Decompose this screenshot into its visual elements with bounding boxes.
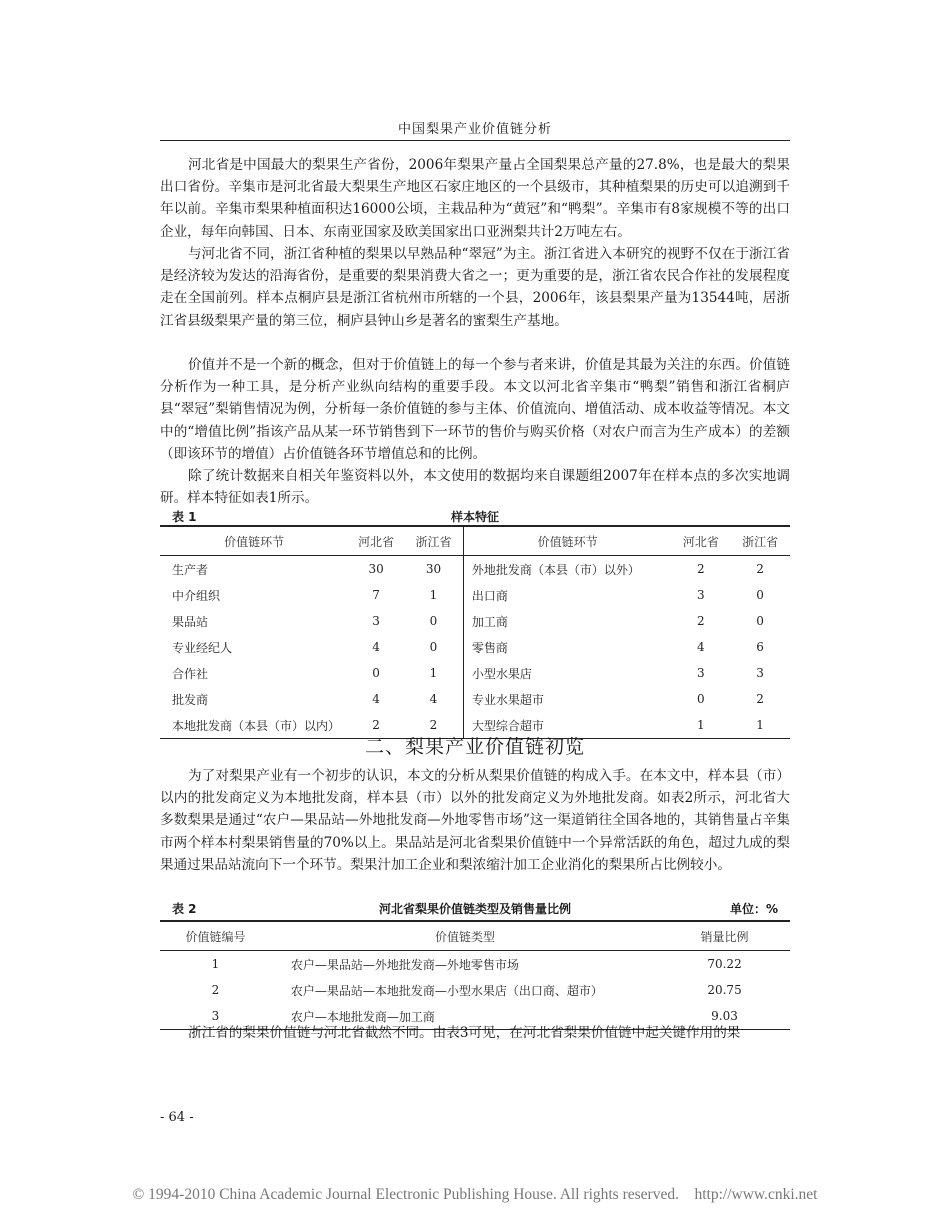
paragraph-last: 浙江省的梨果价值链与河北省截然不同。由表3可见，在河北省梨果价值链中起关键作用的果 [188,1025,741,1041]
table2-header: 价值链类型 [271,921,659,951]
table-row [160,556,790,583]
table2-label: 表 2 [172,902,197,916]
table-cell: 1 [697,718,705,732]
table-cell: 外地批发商（本县（市）以外） [471,562,640,577]
table-cell: 2 [372,718,380,732]
table-cell: 70.22 [707,957,742,971]
table-row [160,660,790,686]
table-cell: 3 [211,1009,220,1023]
table-cell: 加工商 [471,614,508,629]
table-cell: 3 [697,666,705,680]
table-cell: 2 [697,562,705,576]
table-cell: 2 [404,712,463,739]
table-cell: 2 [697,614,705,628]
table-cell: 中介组织 [172,588,221,603]
table-cell: 6 [756,640,764,654]
table-cell: 专业经纪人 [172,640,233,655]
table-cell: 3 [756,666,764,680]
table-cell: 0 [756,614,764,628]
table-cell: 合作社 [172,666,209,681]
table1-header: 河北省 [671,526,730,556]
table-cell: 30 [404,556,463,583]
table1-header: 浙江省 [404,526,463,556]
paragraph-1: 河北省是中国最大的梨果生产省份，2006年梨果产量占全国梨果总产量的27.8%，也是最大的梨果出口省份。辛集市是河北省最大梨果生产地区石家庄地区的一个县级市，其种植梨果的历史可以追溯到千年以前。辛集市梨果种植面积达16000公顷，主栽品种为“黄冠”和“鸭梨”。辛集市有8家规模不等的出口企业，每年向韩国、日本、东南亚国家及欧美国家出口亚洲梨共计2万吨左右。 [160,157,790,240]
table-cell: 果品站 [172,614,209,629]
table1-header: 河北省 [348,526,404,556]
table-cell: 小型水果店 [471,666,532,681]
table-cell: 3 [697,588,705,602]
table-cell: 0 [404,608,463,634]
table-cell: 出口商 [471,588,508,603]
table-cell: 2 [756,562,764,576]
table-cell: 7 [372,588,380,602]
table2-header: 价值链编号 [160,921,271,951]
table-cell: 1 [404,660,463,686]
running-title: 中国梨果产业价值链分析 [397,122,552,137]
table-cell: 20.75 [707,983,742,997]
table-row [160,634,790,660]
page-number: - 64 - [160,1110,194,1125]
table1 [160,525,790,739]
paragraph-3: 价值并不是一个新的概念，但对于价值链上的每一个参与者来讲，价值是其最为关注的东西。价值链分析作为一种工具，是分析产业纵向结构的重要手段。本文以河北省辛集市“鸭梨”销售和浙江省桐庐县“翠冠”梨销售情况为例，分析每一条价值链的参与主体、价值流向、增值活动、成本收益等情况。本文中的“增值比例”指该产品从某一环节销售到下一环节的售价与购买价格（对农户而言为生产成本）的差额（即该环节的增值）占价值链各环节增值总和的比例。 [160,357,790,462]
table-cell: 零售商 [471,640,508,655]
table2-unit: 单位：% [729,902,778,916]
table1-header: 价值链环节 [160,526,348,556]
table-cell: 专业水果超市 [471,692,544,707]
table-cell: 0 [756,588,764,602]
table-cell: 0 [372,666,380,680]
table-cell: 9.03 [711,1009,738,1023]
table-cell: 30 [368,562,384,576]
header-rule [160,140,790,141]
table-cell: 2 [756,692,764,706]
table-row [160,951,790,978]
table-cell: 0 [404,634,463,660]
footer [0,1186,950,1204]
table2-header-row [160,921,790,951]
table-cell: 本地批发商（本县（市）以内） [172,718,341,733]
footer-copyright: © 1994-2010 China Academic Journal Electronic Publishing House. All rights reserved. [132,1186,679,1203]
table-cell: 1 [756,718,764,732]
table-cell: 0 [697,692,705,706]
paragraph-4: 除了统计数据来自相关年鉴资料以外，本文使用的数据均来自课题组2007年在样本点的多次实地调研。样本特征如表1所示。 [160,468,790,507]
table-row [160,608,790,634]
table-cell: 批发商 [172,692,209,707]
table-cell: 4 [404,686,463,712]
table1-header: 价值链环节 [463,526,671,556]
table-cell: 生产者 [172,562,209,577]
table1-title: 样本特征 [450,510,499,524]
table-cell: 1 [211,957,220,971]
table-cell: 4 [372,640,380,654]
table-cell: 大型综合超市 [471,718,544,733]
table2-title: 河北省梨果价值链类型及销售量比例 [378,902,571,916]
table1-label: 表 1 [172,510,197,524]
table1-header: 浙江省 [730,526,790,556]
table-cell: 农户—果品站—外地批发商—外地零售市场 [290,957,519,972]
table-cell: 4 [697,640,705,654]
paragraph-2: 与河北省不同，浙江省种植的梨果以早熟品种“翠冠”为主。浙江省进入本研究的视野不仅在于浙江省是经济较为发达的沿海省份，是重要的梨果消费大省之一；更为重要的是，浙江省农民合作社的发展程度走在全国前列。样本点桐庐县是浙江省杭州市所辖的一个县，2006年，该县梨果产量为13544吨，居浙江省县级梨果产量的第三位，桐庐县钟山乡是著名的蜜梨生产基地。 [160,246,790,329]
table2 [160,920,790,1030]
table-row [160,582,790,608]
table-row [160,977,790,1003]
table-cell: 4 [372,692,380,706]
table-cell: 1 [404,582,463,608]
table2-header: 销量比例 [659,921,790,951]
table-cell: 3 [372,614,380,628]
footer-url[interactable]: http://www.cnki.net [694,1186,818,1203]
table1-header-row [160,526,790,556]
paragraph-section2: 为了对梨果产业有一个初步的认识，本文的分析从梨果价值链的构成入手。在本文中，样本县（市）以内的批发商定义为本地批发商，样本县（市）以外的批发商定义为外地批发商。如表2所示，河北省大多数梨果是通过“农户—果品站—外地批发商—外地零售市场”这一渠道销往全国各地的，其销售量占辛集市两个样本村梨果销售量的70%以上。果品站是河北省梨果价值链中一个异常活跃的角色，超过九成的梨果通过果品站流向下一个环节。梨果汁加工企业和梨浓缩汁加工企业消化的梨果所占比例较小。 [160,768,790,873]
table-cell: 2 [211,983,220,997]
table-cell: 农户—本地批发商—加工商 [290,1009,435,1024]
section-title: 二、梨果产业价值链初览 [364,736,585,758]
table-row [160,686,790,712]
table-cell: 农户—果品站—本地批发商—小型水果店（出口商、超市） [290,983,603,998]
